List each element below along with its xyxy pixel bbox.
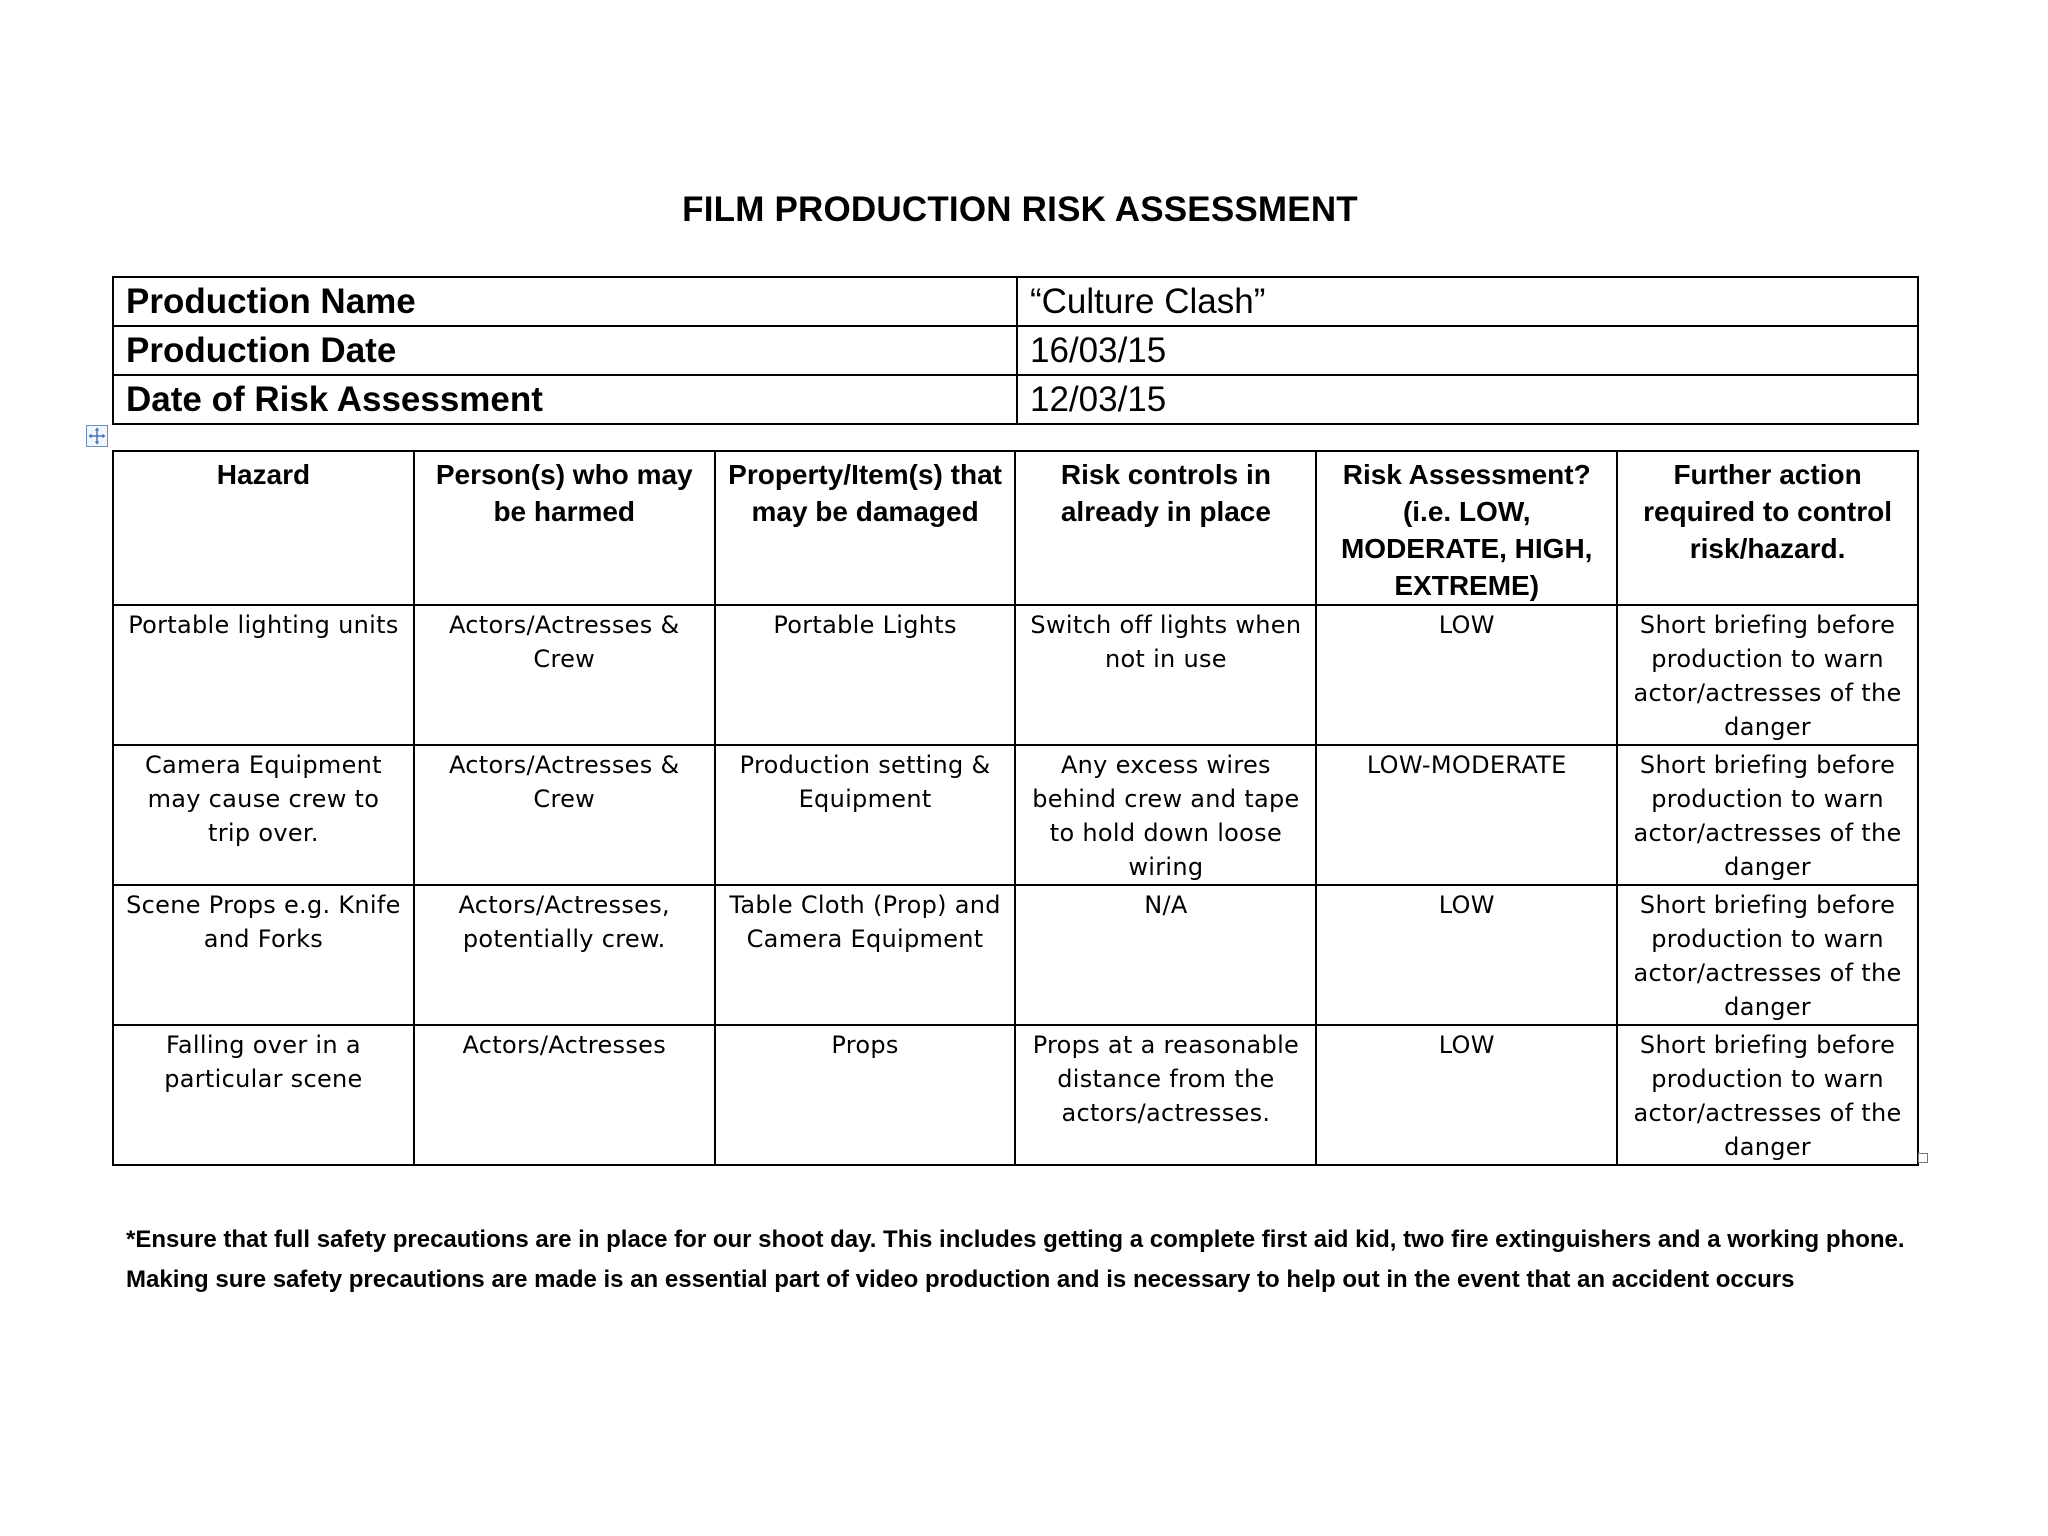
column-header-property: Property/Item(s) that may be damaged: [715, 451, 1016, 605]
cell-hazard: Camera Equipment may cause crew to trip over.: [113, 745, 414, 885]
cell-property: Props: [715, 1025, 1016, 1165]
table-move-handle-icon[interactable]: [86, 425, 108, 447]
info-label: Production Date: [113, 326, 1017, 375]
cell-controls: Any excess wires behind crew and tape to hold down loose wiring: [1015, 745, 1316, 885]
cell-controls: Switch off lights when not in use: [1015, 605, 1316, 745]
cell-property: Production setting & Equipment: [715, 745, 1016, 885]
table-row: [113, 1025, 1918, 1165]
info-row-production-date: [113, 326, 1918, 375]
safety-footnote: *Ensure that full safety precautions are in place for our shoot day. This includes getting a complete first aid kid, two fire extinguishers and a working phone. Making sure safety precautions are made is an essential part of video production and is necessary to help out in the event that an accident occurs: [126, 1226, 1905, 1293]
cell-controls: Props at a reasonable distance from the actors/actresses.: [1015, 1025, 1316, 1165]
table-row: [113, 885, 1918, 1025]
cell-controls: N/A: [1015, 885, 1316, 1025]
cell-property: Portable Lights: [715, 605, 1016, 745]
cell-hazard: Falling over in a particular scene: [113, 1025, 414, 1165]
cell-risk-level: LOW: [1316, 605, 1617, 745]
risk-assessment-table: [112, 450, 1919, 1166]
cell-hazard: Portable lighting units: [113, 605, 414, 745]
info-value: “Culture Clash”: [1017, 277, 1918, 326]
cell-further-action: Short briefing before production to warn actor/actresses of the danger: [1617, 885, 1918, 1025]
info-row-production-name: [113, 277, 1918, 326]
cell-risk-level: LOW: [1316, 1025, 1617, 1165]
info-row-risk-assessment-date: [113, 375, 1918, 424]
cell-persons: Actors/Actresses, potentially crew.: [414, 885, 715, 1025]
table-row: [113, 605, 1918, 745]
production-info-table: [112, 276, 1919, 425]
info-value: 12/03/15: [1017, 375, 1918, 424]
info-label: Date of Risk Assessment: [113, 375, 1017, 424]
cell-hazard: Scene Props e.g. Knife and Forks: [113, 885, 414, 1025]
column-header-persons: Person(s) who may be harmed: [414, 451, 715, 605]
cell-risk-level: LOW: [1316, 885, 1617, 1025]
table-resize-handle-icon[interactable]: [1918, 1153, 1928, 1163]
cell-risk-level: LOW-MODERATE: [1316, 745, 1617, 885]
cell-further-action: Short briefing before production to warn actor/actresses of the danger: [1617, 745, 1918, 885]
info-value: 16/03/15: [1017, 326, 1918, 375]
cell-persons: Actors/Actresses: [414, 1025, 715, 1165]
column-header-risk-level: Risk Assessment? (i.e. LOW, MODERATE, HIGH, EXTREME): [1316, 451, 1617, 605]
cell-persons: Actors/Actresses & Crew: [414, 605, 715, 745]
column-header-hazard: Hazard: [113, 451, 414, 605]
table-header-row: [113, 451, 1918, 605]
cell-further-action: Short briefing before production to warn actor/actresses of the danger: [1617, 605, 1918, 745]
cell-property: Table Cloth (Prop) and Camera Equipment: [715, 885, 1016, 1025]
column-header-further-action: Further action required to control risk/hazard.: [1617, 451, 1918, 605]
table-row: [113, 745, 1918, 885]
cell-further-action: Short briefing before production to warn actor/actresses of the danger: [1617, 1025, 1918, 1165]
cell-persons: Actors/Actresses & Crew: [414, 745, 715, 885]
info-label: Production Name: [113, 277, 1017, 326]
document-title: FILM PRODUCTION RISK ASSESSMENT: [682, 190, 1358, 229]
column-header-controls: Risk controls in already in place: [1015, 451, 1316, 605]
